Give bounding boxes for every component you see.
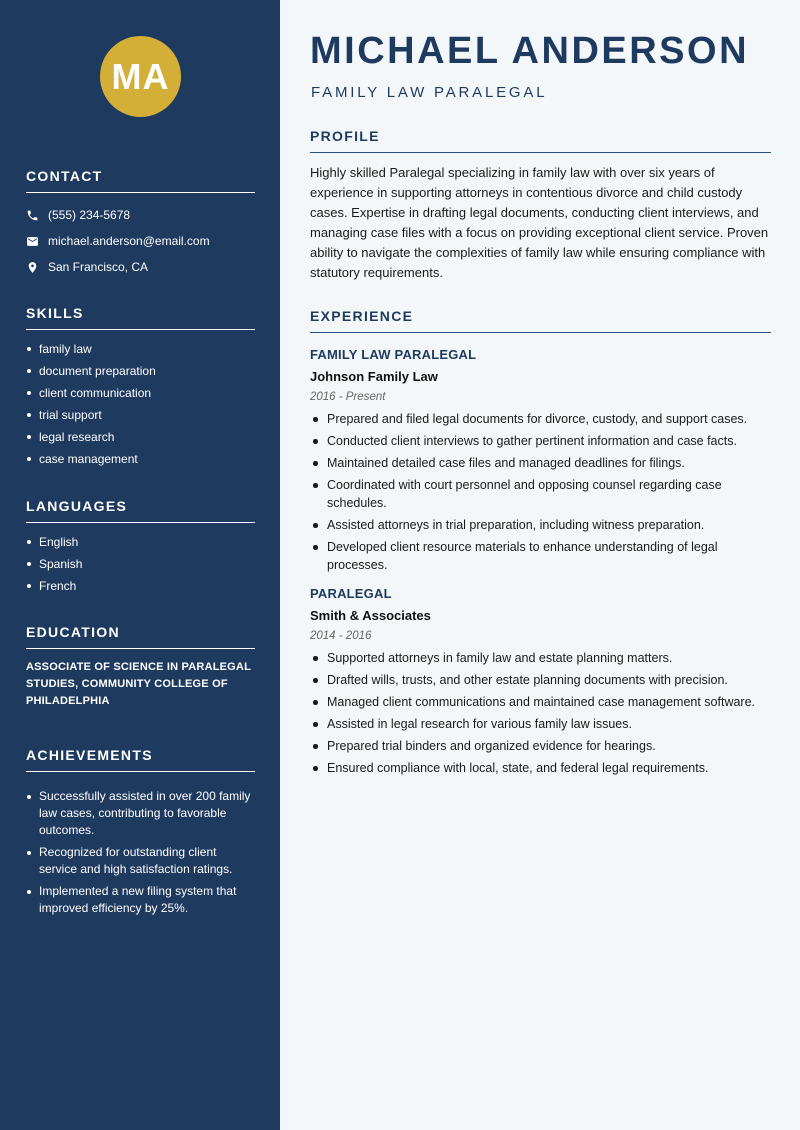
job-bullet: Maintained detailed case files and managed deadlines for filings. [310,454,771,472]
job-title: PARALEGAL [310,586,392,601]
languages-heading: LANGUAGES [26,498,255,523]
languages-list [26,531,255,597]
main-content [280,0,800,1130]
contact-email[interactable] [26,228,255,254]
candidate-name: MICHAEL ANDERSON [310,30,750,72]
language-item: English [26,531,255,553]
achievement-item: Implemented a new filing system that improved efficiency by 25%. [26,883,255,917]
job-dates: 2014 - 2016 [310,630,372,642]
job-bullet: Drafted wills, trusts, and other estate planning documents with precision. [310,671,771,689]
contact-phone[interactable] [26,202,255,228]
skills-list [26,338,255,470]
email-text: michael.anderson@email.com [48,234,210,248]
job-company: Johnson Family Law [310,369,438,384]
skill-item: case management [26,448,255,470]
contact-section [26,168,255,280]
languages-section [26,498,255,597]
skills-heading: SKILLS [26,305,255,330]
language-item: French [26,575,255,597]
job-bullet: Prepared and filed legal documents for divorce, custody, and support cases. [310,410,771,428]
job-bullet: Developed client resource materials to enhance understanding of legal processes. [310,538,771,574]
experience-section [310,308,771,781]
job-title: FAMILY LAW PARALEGAL [310,347,477,362]
profile-section [310,128,771,283]
achievement-item: Successfully assisted in over 200 family law cases, contributing to favorable outcomes. [26,788,255,839]
mail-icon [26,235,39,248]
skill-item: document preparation [26,360,255,382]
job-bullet: Prepared trial binders and organized evidence for hearings. [310,737,771,755]
job-dates: 2016 - Present [310,391,386,403]
achievements-section [26,747,255,922]
sidebar [0,0,280,1130]
contact-heading: CONTACT [26,168,255,193]
skill-item: trial support [26,404,255,426]
candidate-role: FAMILY LAW PARALEGAL [311,84,548,101]
achievement-item: Recognized for outstanding client service and high satisfaction ratings. [26,844,255,878]
avatar-initials: MA [111,55,170,97]
job-bullet: Assisted in legal research for various family law issues. [310,715,771,733]
location-pin-icon [26,261,39,274]
job-entry [310,586,771,777]
skill-item: legal research [26,426,255,448]
job-bullets [310,410,771,574]
job-bullet: Managed client communications and maintained case management software. [310,693,771,711]
achievements-heading: ACHIEVEMENTS [26,747,255,772]
job-entry [310,347,771,574]
profile-text: Highly skilled Paralegal specializing in family law with over six years of experience in supporting attorneys in contentious divorce and child custody cases. Expertise in drafting legal documents, conducting client interviews, and managing case files with a focus on providing exceptional client service. Proven ability to navigate the complexities of family law while ensuring compliance with statutory requirements. [310,165,769,280]
education-heading: EDUCATION [26,624,255,649]
skills-section [26,305,255,470]
phone-icon [26,209,39,222]
education-section [26,624,255,710]
skill-item: family law [26,338,255,360]
job-bullet: Supported attorneys in family law and estate planning matters. [310,649,771,667]
contact-location [26,254,255,280]
achievements-list [26,788,255,917]
language-item: Spanish [26,553,255,575]
phone-text: (555) 234-5678 [48,208,131,222]
job-bullet: Coordinated with court personnel and opposing counsel regarding case schedules. [310,476,771,512]
education-degree: ASSOCIATE OF SCIENCE IN PARALEGAL STUDIES, COMMUNITY COLLEGE OF PHILADELPHIA [26,661,251,707]
job-bullets [310,649,771,777]
job-bullet: Assisted attorneys in trial preparation, including witness preparation. [310,516,771,534]
location-text: San Francisco, CA [48,260,149,274]
job-bullet: Ensured compliance with local, state, and federal legal requirements. [310,759,771,777]
experience-heading: EXPERIENCE [310,308,771,333]
job-bullet: Conducted client interviews to gather pertinent information and case facts. [310,432,771,450]
skill-item: client communication [26,382,255,404]
profile-heading: PROFILE [310,128,771,153]
avatar [100,36,181,117]
job-company: Smith & Associates [310,608,431,623]
